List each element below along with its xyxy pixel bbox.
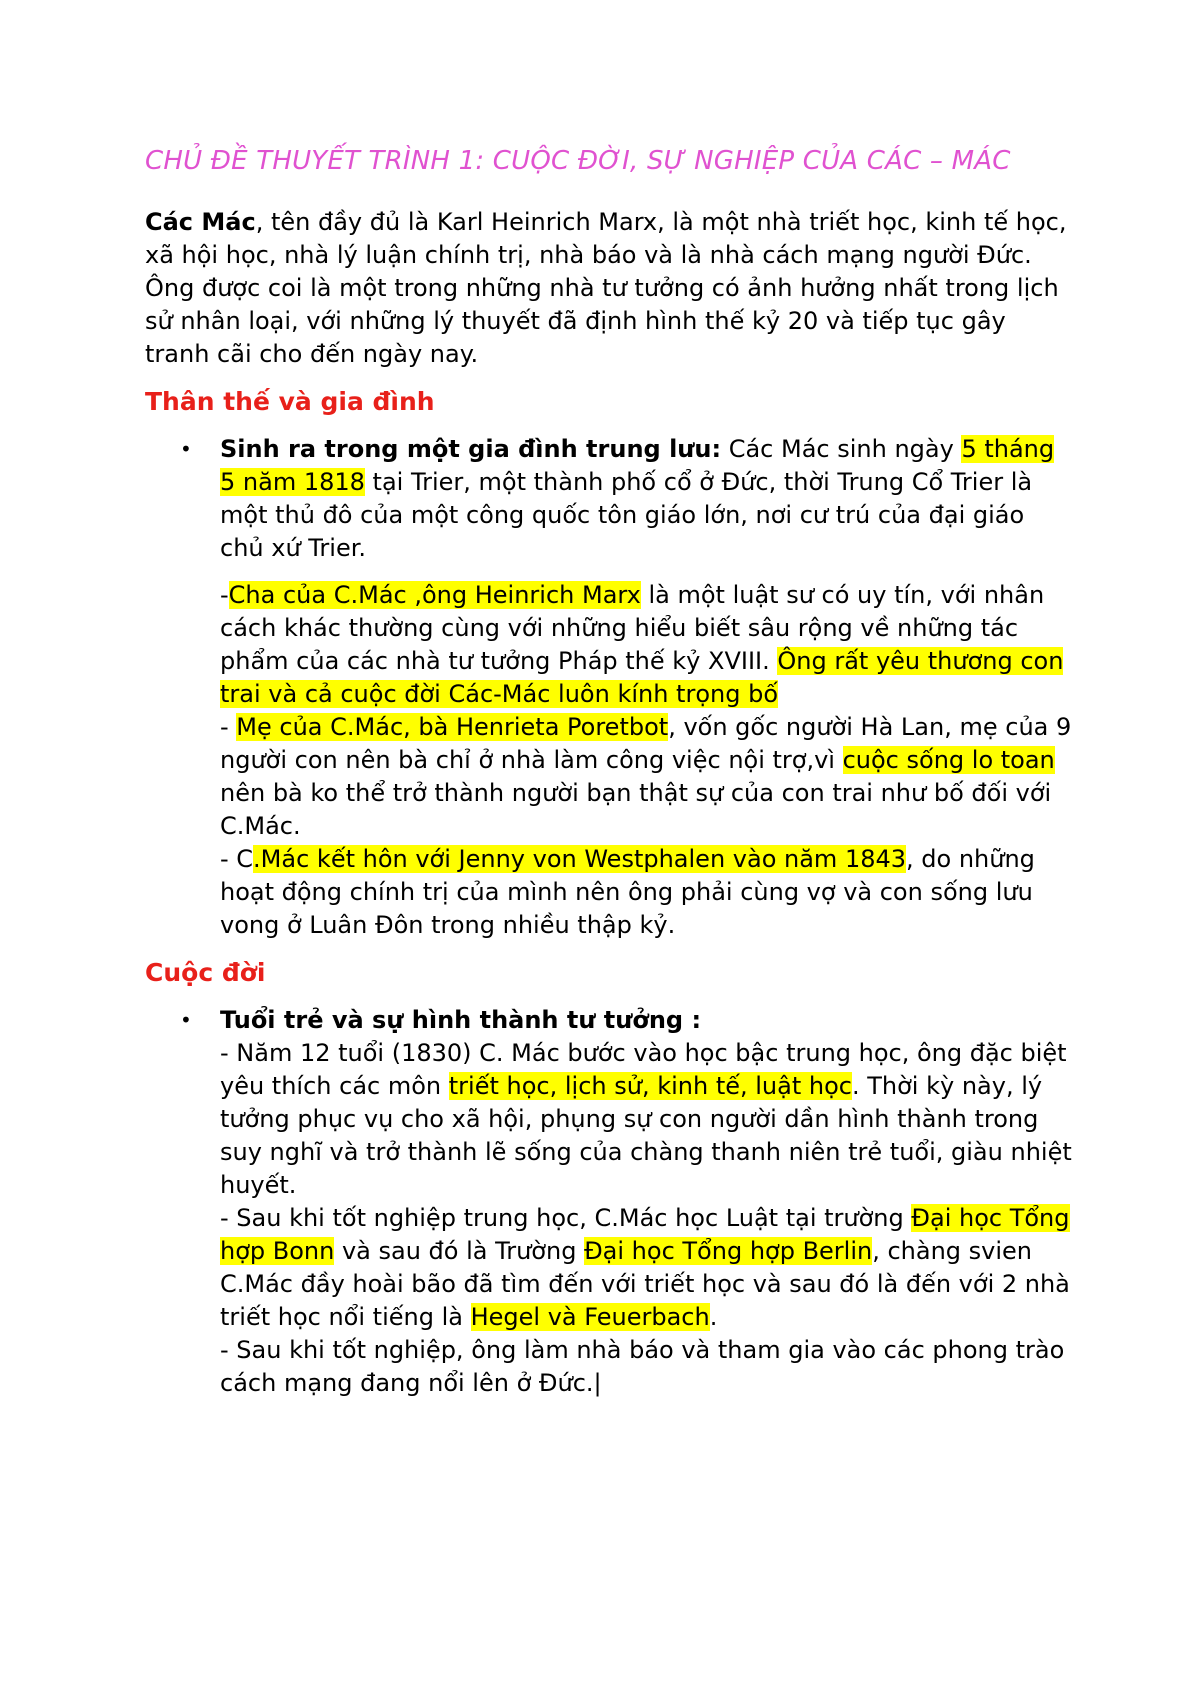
study-text-4: . xyxy=(709,1303,718,1331)
intro-paragraph xyxy=(145,206,1075,371)
highlight-father: Cha của C.Mác ,ông Heinrich Marx xyxy=(228,581,641,609)
youth-paragraph-2 xyxy=(220,1202,1075,1334)
highlight-father-2: Ông rất yêu thương con trai và cả cuộc đời Các-Mác luôn kính trọng bố xyxy=(220,647,1064,708)
highlight-bonn: Đại học Tổng hợp Bonn xyxy=(220,1204,1070,1265)
youth-paragraph-1 xyxy=(220,1037,1075,1202)
birth-text-2: tại Trier, một thành phố cổ ở Đức, thời Trung Cổ Trier là một thủ đô của một công quốc tôn giáo lớn, nơi cư trú của đại giáo chủ xứ Trier. xyxy=(220,468,1033,562)
youth-text-2: . Thời kỳ này, lý tưởng phục vụ cho xã hội, phụng sự con người dần hình thành trong suy nghĩ và trở thành lẽ sống của chàng thanh niên trẻ tuổi, giàu nhiệt huyết. xyxy=(220,1072,1072,1199)
highlight-philosophers: Hegel và Feuerbach xyxy=(470,1303,710,1331)
dash: - xyxy=(220,581,229,609)
bullet-icon: • xyxy=(180,437,192,461)
youth-label: Tuổi trẻ và sự hình thành tư tưởng : xyxy=(220,1006,702,1034)
family-list xyxy=(145,433,1075,565)
highlight-berlin: Đại học Tổng hợp Berlin xyxy=(584,1237,873,1265)
highlight-marriage: .Mác kết hôn với Jenny von Westphalen vào năm 1843 xyxy=(253,845,907,873)
father-text: là một luật sư có uy tín, với nhân cách khác thường cùng với những hiểu biết sâu rộng về những tác phẩm của các nhà tư tưởng Pháp thế kỷ XVIII. xyxy=(220,581,1045,675)
study-text-3: , chàng svien C.Mác đầy hoài bão đã tìm đến với triết học và sau đó là đến với 2 nhà triết học nổi tiếng là xyxy=(220,1237,1070,1331)
list-item-birth xyxy=(145,433,1075,565)
section-heading-family: Thân thế và gia đình xyxy=(145,387,435,416)
document-body xyxy=(145,140,1075,1414)
mother-text: , vốn gốc người Hà Lan, mẹ của 9 người con nên bà chỉ ở nhà làm công việc nội trợ,vì xyxy=(220,713,1072,774)
marriage-prefix: - C xyxy=(220,845,254,873)
youth-paragraph-3: - Sau khi tốt nghiệp, ông làm nhà báo và tham gia vào các phong trào cách mạng đang nổi lên ở Đức.| xyxy=(220,1336,1065,1397)
youth-text: - Năm 12 tuổi (1830) C. Mác bước vào học bậc trung học, ông đặc biệt yêu thích các môn xyxy=(220,1039,1067,1100)
study-text: - Sau khi tốt nghiệp trung học, C.Mác học Luật tại trường xyxy=(220,1204,912,1232)
mother-text-2: nên bà ko thể trở thành người bạn thật sự của con trai như bố đối với C.Mác. xyxy=(220,779,1052,840)
marriage-paragraph xyxy=(220,843,1075,942)
family-details xyxy=(145,579,1075,942)
father-paragraph xyxy=(220,579,1075,711)
mother-paragraph xyxy=(220,711,1075,843)
highlight-subjects: triết học, lịch sử, kinh tế, luật học xyxy=(448,1072,852,1100)
life-list xyxy=(145,1004,1075,1400)
birth-text: Các Mác sinh ngày xyxy=(721,435,962,463)
section-heading-life: Cuộc đời xyxy=(145,958,266,987)
intro-name: Các Mác xyxy=(145,208,256,236)
document-title: CHỦ ĐỀ THUYẾT TRÌNH 1: CUỘC ĐỜI, SỰ NGHIỆP CỦA CÁC – MÁC xyxy=(145,146,1011,176)
study-text-2: và sau đó là Trường xyxy=(334,1237,585,1265)
bullet-icon: • xyxy=(180,1008,192,1032)
highlight-birthdate: 5 tháng 5 năm 1818 xyxy=(220,435,1055,496)
list-item-youth xyxy=(145,1004,1075,1400)
highlight-mother-2: cuộc sống lo toan xyxy=(842,746,1055,774)
birth-label: Sinh ra trong một gia đình trung lưu: xyxy=(220,435,722,463)
dash: - xyxy=(220,713,237,741)
intro-text: , tên đầy đủ là Karl Heinrich Marx, là một nhà triết học, kinh tế học, xã hội học, nhà lý luận chính trị, nhà báo và là nhà cách mạng người Đức. Ông được coi là một trong những nhà tư tưởng có ảnh hưởng nhất trong lịch sử nhân loại, với những lý thuyết đã định hình thế kỷ 20 và tiếp tục gây tranh cãi cho đến ngày nay. xyxy=(145,208,1067,368)
marriage-text: , do những hoạt động chính trị của mình nên ông phải cùng vợ và con sống lưu vong ở Luân Đôn trong nhiều thập kỷ. xyxy=(220,845,1035,939)
highlight-mother: Mẹ của C.Mác, bà Henrieta Poretbot xyxy=(236,713,669,741)
